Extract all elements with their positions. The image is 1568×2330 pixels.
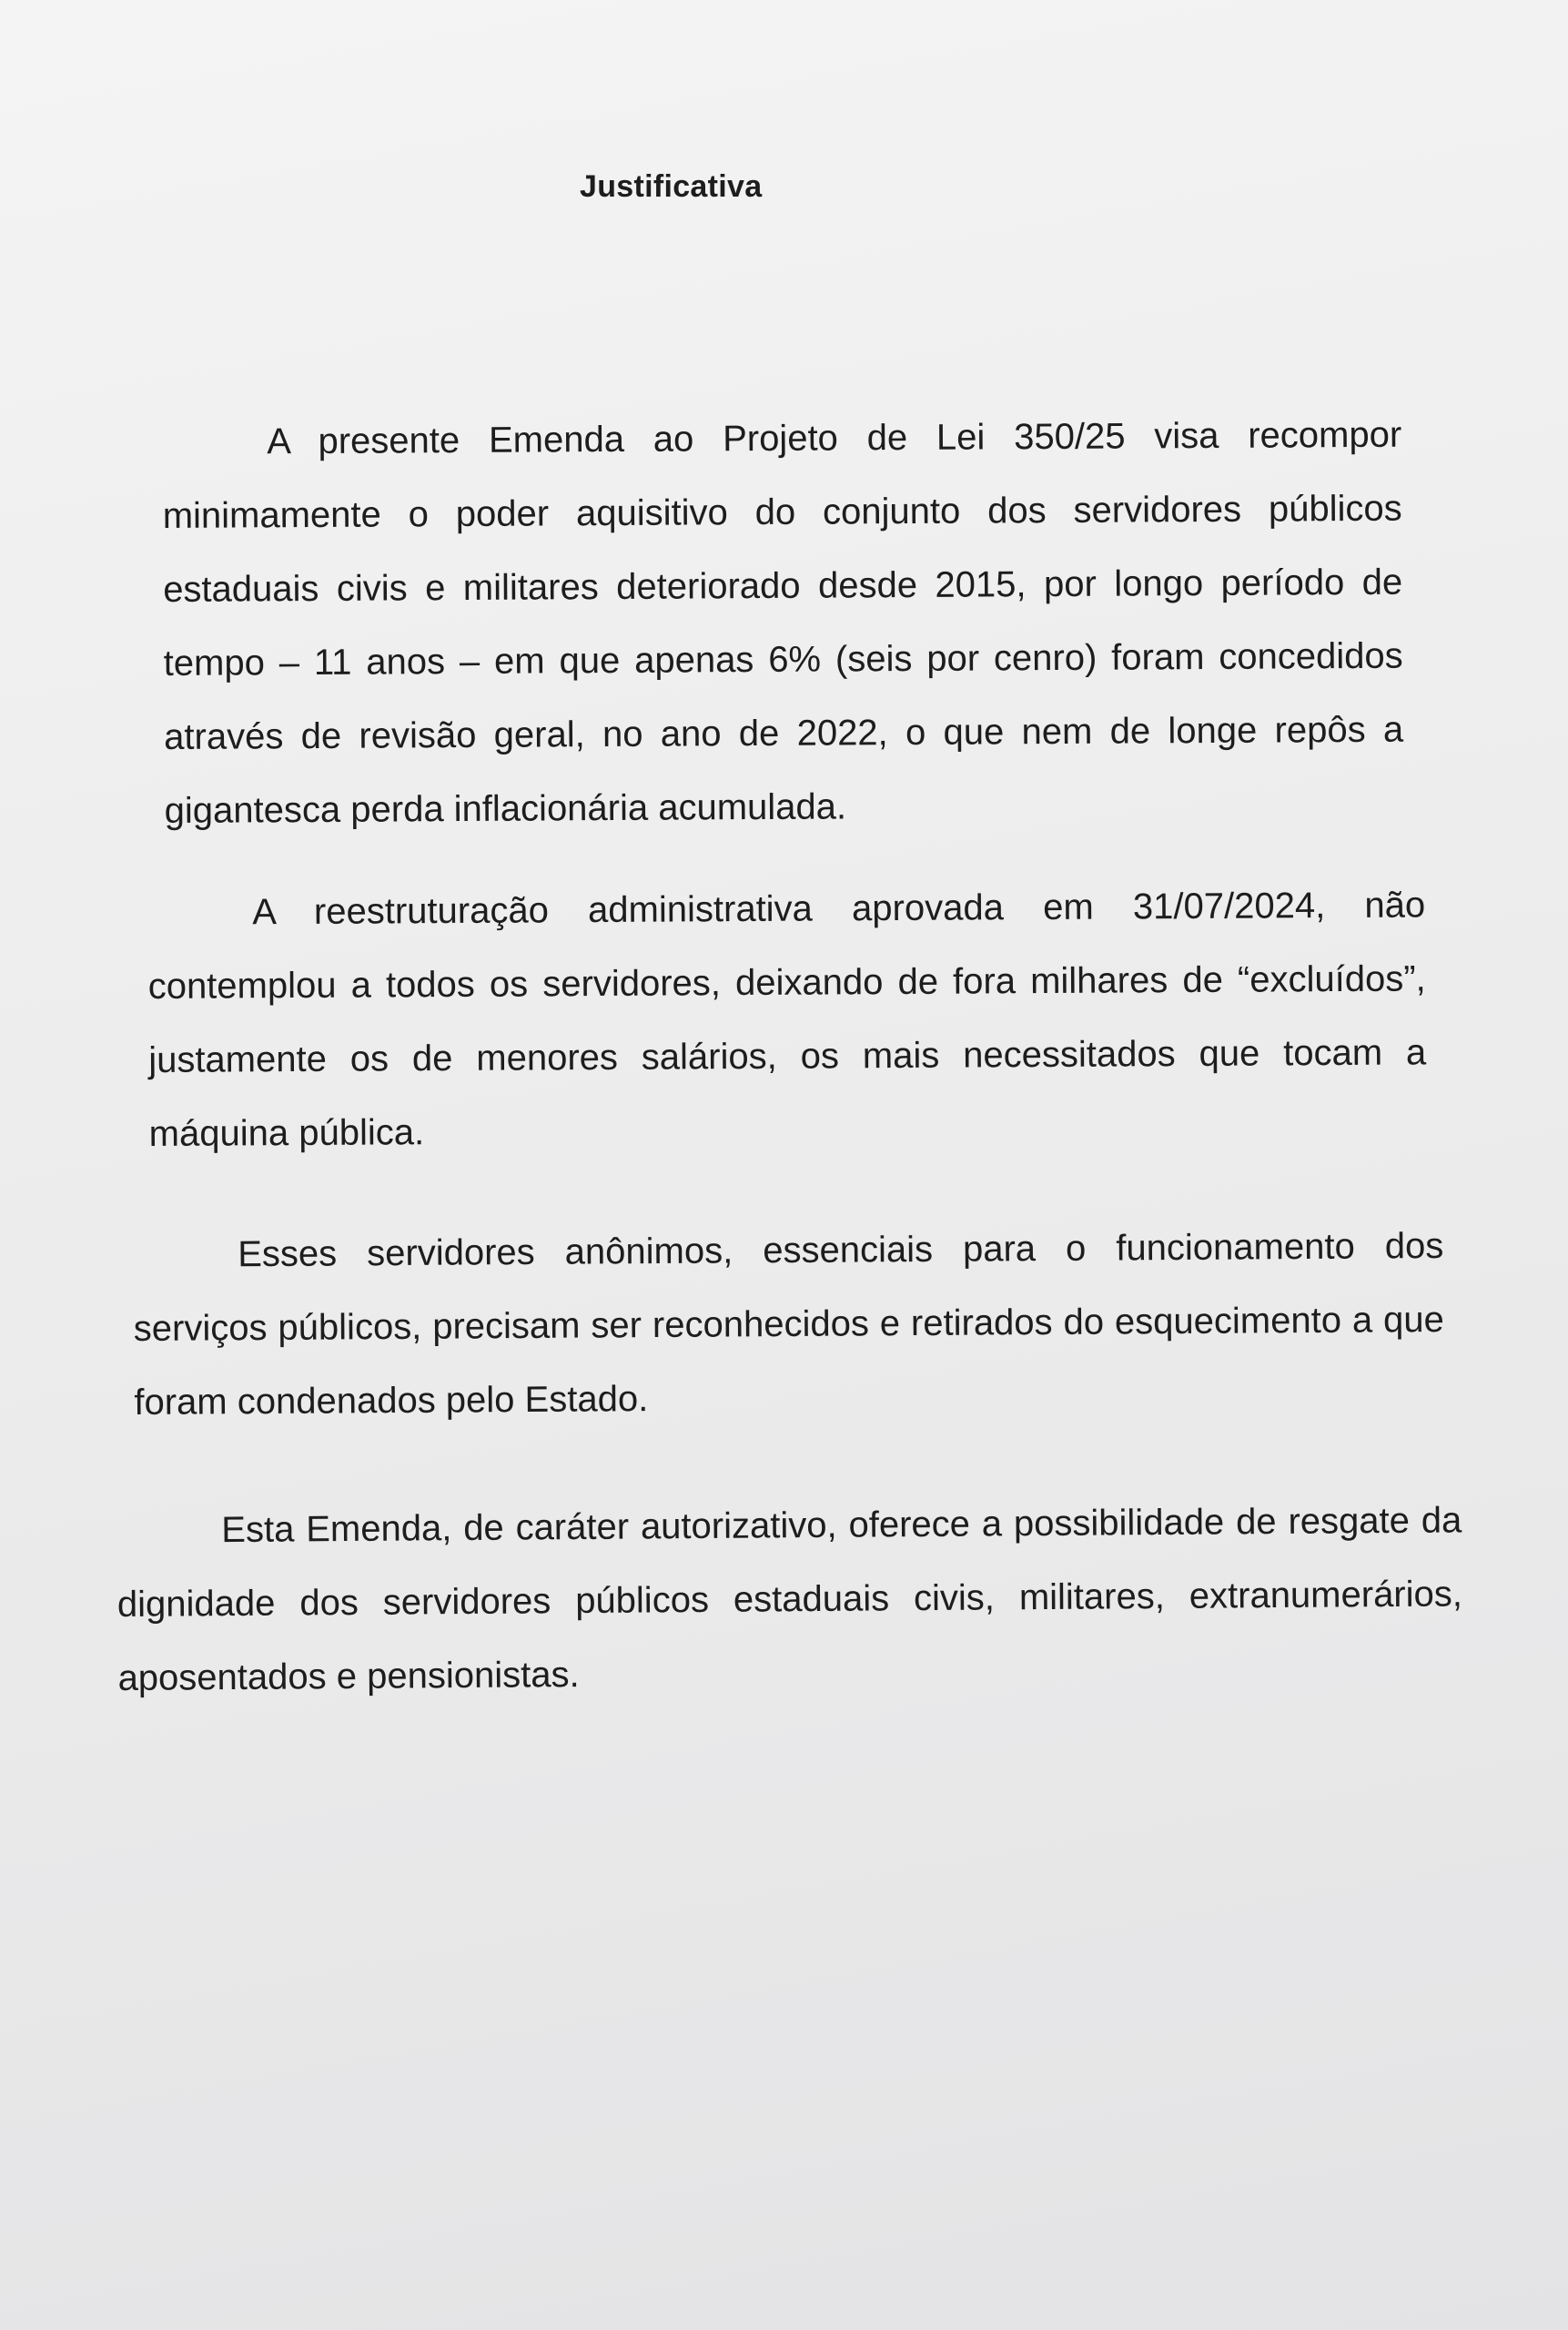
paragraph-2 bbox=[147, 868, 1427, 1171]
paragraph-indent bbox=[133, 1266, 238, 1267]
paragraph-1 bbox=[162, 399, 1404, 848]
paragraph-4-text: Esta Emenda, de caráter autorizativo, oferece a possibilidade de resgate da dignidade dos servidores públicos estaduais civis, militares, extranumerários, aposentados e pensionistas. bbox=[116, 1500, 1463, 1698]
paragraph-1-text: A presente Emenda ao Projeto de Lei 350/25 visa recompor minimamente o poder aquisitivo do conjunto dos servidores públicos estaduais civis e militares deteriorado desde 2015, por longo período de tempo – 11 anos – em que apenas 6% (seis por cenro) foram concedidos através de revisão geral, no ano de 2022, o que nem de longe repôs a gigantesca perda inflacionária acumulada. bbox=[162, 414, 1404, 831]
paragraph-indent bbox=[116, 1542, 221, 1543]
document-title: Justificativa bbox=[580, 169, 763, 204]
paragraph-indent bbox=[162, 453, 267, 454]
paragraph-3 bbox=[133, 1210, 1445, 1440]
paragraph-2-text: A reestruturação administrativa aprovada em 31/07/2024, não contemplou a todos os servidores, deixando de fora milhares de “excluídos”, justamente os de menores salários, os mais necessitados que tocam a máquina pública. bbox=[147, 885, 1427, 1154]
paragraph-3-text: Esses servidores anônimos, essenciais para o funcionamento dos serviços públicos, precisam ser reconhecidos e retirados do esquecimento a que foram condenados pelo Estado. bbox=[133, 1225, 1444, 1423]
paragraph-indent bbox=[147, 924, 252, 925]
paragraph-4 bbox=[116, 1484, 1463, 1716]
